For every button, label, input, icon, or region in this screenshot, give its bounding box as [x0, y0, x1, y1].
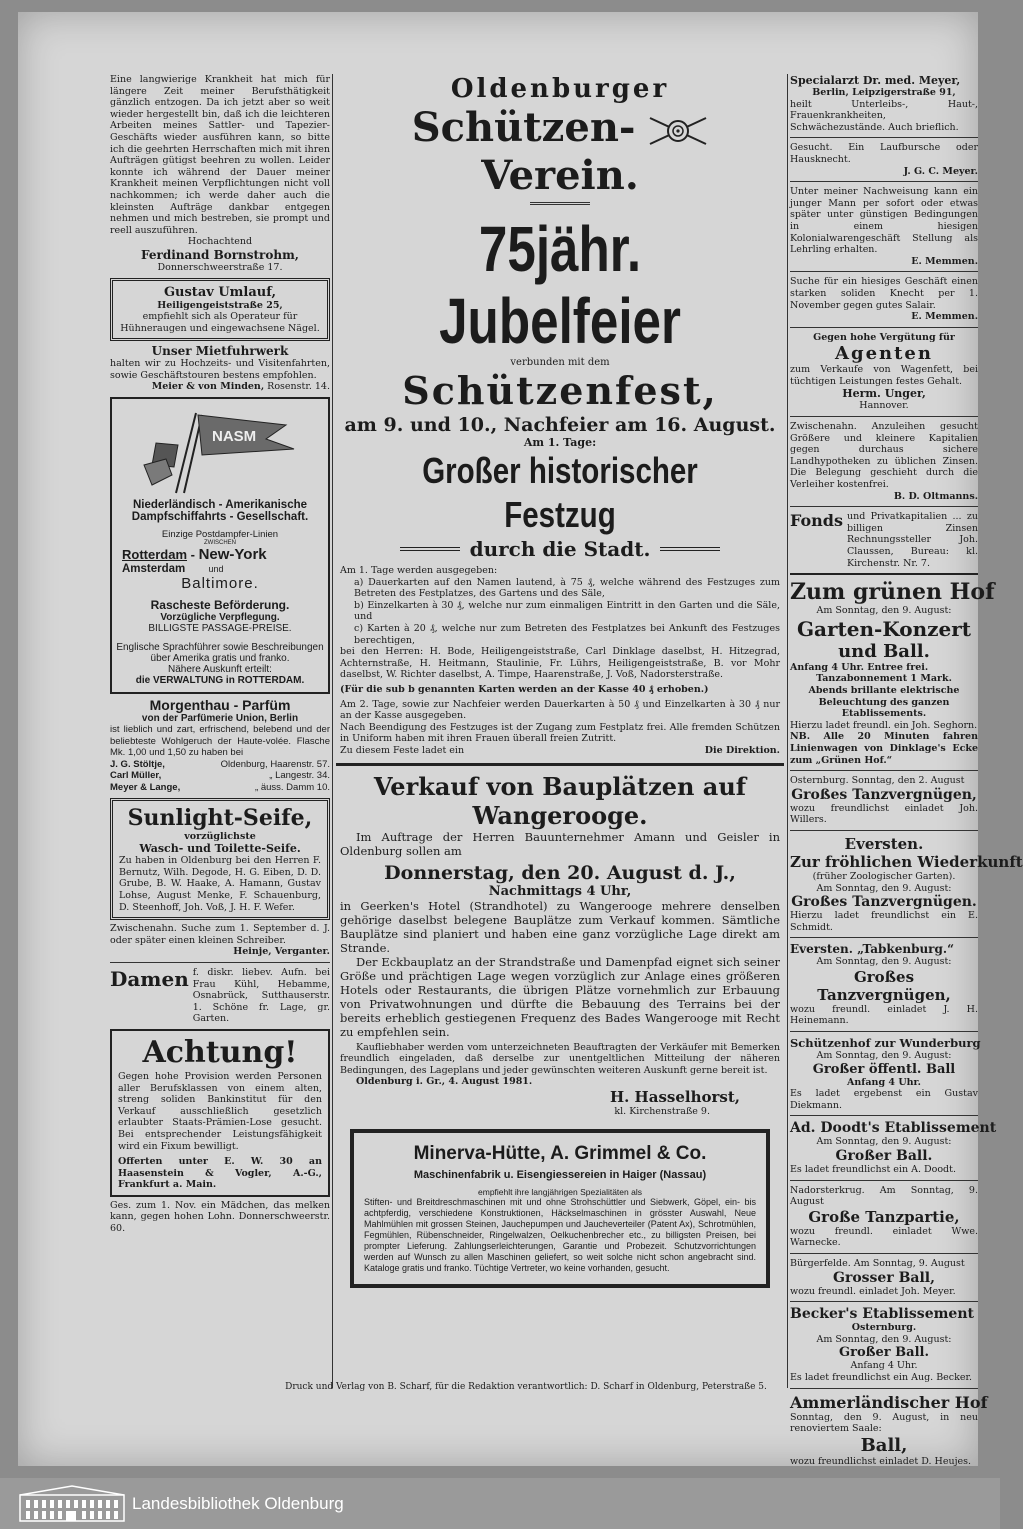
ad-date: Am Sonntag, den 9. August:	[816, 882, 952, 894]
ad-event: Großer öffentl. Ball	[812, 1061, 956, 1077]
ticket-vendors: bei den Herren: H. Bode, Heiligengeiststraße, Carl Dinklage daselbst, H. Hitzegrad, Achternstraße, H. Heitmann, Staulinie, Fr. Lührs, Heiligengeiststraße, B. vor Mohr daselbst, W. Richter daselbst, A. Timpe, Haarenstraße, J. Voß, Nadorsterstraße.	[340, 646, 780, 681]
route-from: Rotterdam	[122, 547, 188, 563]
ad-nadorsterkrug	[790, 1185, 978, 1249]
ad-signature: E. Memmen.	[911, 255, 978, 267]
after-info: Nach Beendigung des Festzuges ist der Zugang zum Festplatz frei. Alle fremden Schützen in Uniform haben mit ihren Frauen überall freien Zutritt.	[340, 721, 780, 745]
ad-sub: vorzüglichste	[184, 830, 256, 842]
column-rule	[787, 74, 788, 1388]
ad-text: Ges. zum 1. Nov. ein Mädchen, das melken kann, gegen hohen Lohn. Donnerschweerstr. 60.	[110, 1199, 330, 1235]
route-and: und	[208, 564, 224, 575]
ad-invite: Hierzu ladet freundl. ein Joh. Seghorn.	[790, 719, 978, 731]
library-building-icon	[18, 1485, 126, 1523]
ad-text: Bürgerfelde. Am Sonntag, 9. August	[790, 1258, 965, 1269]
ad-gesucht	[790, 142, 978, 177]
flag-illustration	[116, 405, 322, 495]
ad-achtung	[110, 1029, 330, 1197]
ad-text: Eine langwierige Krankheit hat mich für längere Zeit meiner Berufsthätigkeit gänzlich entzogen. Da ich jetzt aber so weit wieder hergestellt bin, daß ich die leichteren Arbeiten meines Sattler- und Tapezier-Geschäfts wieder ausführen kann, so bitte ich die geehrten Herrschaften mich mit ihren Aufträgen gütigst beehren zu wollen. Leider konnte ich während der Dauer meiner Krankheit meinen Verpflichtungen nicht voll nachkommen; ich werde daher auch die kleinsten Aufträge dankbar entgegen nehmen und mich bestreben, sie prompt und reell auszuführen.	[110, 74, 330, 236]
ad-address: Rosenstr. 14.	[267, 381, 330, 393]
ad-title: Ad. Doodt's Etablissement	[790, 1120, 997, 1137]
ad-text: Sonntag, den 9. August, in neu renoviertem Saale:	[790, 1411, 978, 1435]
verein-line2a: Schützen-	[411, 104, 636, 151]
ad-signature: Heinje, Verganter.	[233, 946, 330, 958]
jubelfeier-headline: 75jähr. Jubelfeier	[439, 213, 681, 357]
ad-title: Wangerooge.	[472, 800, 648, 830]
seller-row	[110, 770, 330, 782]
ad-sub: (früher Zoologischer Garten).	[812, 870, 956, 882]
ad-invite: Es ladet ergebenst ein Gustav Diekmann.	[790, 1088, 978, 1111]
ad-text: zum Verkaufe von Wagenfett, bei tüchtigen Leistungen festes Gehalt.	[790, 364, 978, 387]
ad-line: die VERWALTUNG in ROTTERDAM.	[135, 675, 305, 687]
ad-text: Der Eckbauplatz an der Strandstraße und Damenpfad eignet sich seiner Größe und prächtigen Lage wegen vorzüglich zur Anlage eines größeren Hotels oder Restaurants, die übrigen Plätze vornehmlich zur Erbauung von Privatwohnungen und dürfte die Bebauung des Terrains bei der bereits erheblich gestiegenen Frequenz des Bades Wangerooge mit Recht zu empfehlen sein.	[340, 954, 780, 1039]
flag-label: NASM	[212, 428, 257, 446]
ad-invite: wozu freundl. einladet Wwe. Warnecke.	[790, 1225, 978, 1249]
ad-city: Hannover.	[859, 400, 909, 412]
ad-nasm: NASM Niederländisch - Amerikanische Dampfschiffahrts - Gesellschaft. Einzige Postdampfer-Linien ZWISCHEN Rotterdam - New-York Amsterdam und Baltimore. Rascheste Beförderung. Vorzügliche Verpflegung. BILLIGSTE PASSAGE-PREISE. Englische Sprachführer sowie Beschreibungen über Amerika gratis und franko. Nähere Auskunft erteilt: die VERWALTUNG in ROTTERDAM.	[110, 397, 330, 694]
festzug-title: Großer historischer Festzug	[422, 450, 698, 535]
ad-signature: B. D. Oltmanns.	[893, 490, 978, 502]
ad-sunlight	[110, 798, 330, 921]
tickets-intro: Am 1. Tage werden ausgegeben:	[340, 565, 498, 576]
ad-title: Agenten	[835, 343, 933, 365]
ad-offers: Offerten unter E. W. 30 an Haasenstein & Vogler, A.-G., Frankfurt a. Main.	[118, 1156, 322, 1191]
ad-signature: Meier & von Minden,	[151, 381, 265, 393]
ad-text: halten wir zu Hochzeits- und Visitenfahrten, sowie Geschäftstouren bestens empfohlen.	[110, 358, 330, 381]
ad-date: Am Sonntag, den 9. August:	[816, 1050, 952, 1062]
ad-line: BILLIGSTE PASSAGE-PREISE.	[148, 623, 292, 635]
ad-title: Gustav Umlauf,	[163, 284, 277, 300]
ad-title: Achtung!	[142, 1034, 298, 1070]
ad-text: empfiehlt sich als Operateur für Hühneraugen und eingewachsene Nägel.	[120, 311, 320, 334]
ad-closing: Hochachtend	[187, 236, 253, 248]
ad-title: Zum grünen Hof	[790, 579, 995, 606]
ad-knecht	[790, 276, 978, 322]
ad-invite: wozu freundlichst einladet Joh. Willers.	[790, 802, 978, 826]
ad-title: Becker's Etablissement	[790, 1306, 974, 1323]
ad-meyer	[790, 74, 978, 133]
ad-event: Großes Tanzvergnügen,	[791, 786, 977, 803]
ad-lehrling	[790, 186, 978, 267]
ad-event: und Ball.	[838, 640, 930, 662]
ad-sub: von der Parfümerie Union, Berlin	[141, 713, 299, 725]
library-name: Landesbibliothek Oldenburg	[132, 1494, 344, 1513]
seller-row	[110, 759, 330, 771]
ad-eversten-wiederkunft	[790, 834, 1023, 933]
ad-umlauf	[110, 278, 330, 342]
ad-title: Morgenthau - Parfüm	[149, 697, 291, 714]
ad-sub: Zur fröhlichen Wiederkunft	[790, 852, 1023, 871]
ad-line: Anfang 4 Uhr. Entree frei.	[790, 661, 929, 673]
ad-date: Am Sonntag, den 9. August:	[816, 956, 952, 968]
ad-text: Zu haben in Oldenburg bei den Herren F. Bernutz, Wilh. Degode, H. G. Eiben, D. D. Grube, B. W. Haake, A. Hamann, Gustav Lohse, August Menke, F. Schauenburg, D. Steenhoff, Joh. Voß, J. H. F. Wefer.	[119, 855, 321, 913]
seller-name: Carl Müller,	[110, 770, 162, 782]
ad-sub: Wasch- und Toilette-Seife.	[139, 842, 301, 856]
ad-event: Großer Ball.	[835, 1148, 933, 1165]
ad-address: Donnerschweerstraße 17.	[157, 261, 283, 273]
schuetzenfest-title: Schützenfest,	[402, 368, 718, 413]
ad-date: Am Sonntag, den 9. August:	[816, 1333, 952, 1345]
ad-becker	[790, 1306, 978, 1383]
ad-invite: wozu freundlichst einladet D. Heujes.	[790, 1455, 972, 1467]
signature: Die Direktion.	[704, 744, 780, 756]
verein-line1: Oldenburger	[450, 74, 670, 104]
seller-place: „ Langestr. 34.	[269, 770, 330, 782]
ad-bornstrohm	[110, 74, 330, 274]
ad-text: Zwischenahn. Suche zum 1. September d. J. oder später einen kleinen Schreiber.	[110, 923, 330, 946]
ad-address: Berlin, Leipzigerstraße 91,	[812, 87, 956, 98]
ad-line: Rascheste Beförderung.	[150, 598, 290, 613]
ad-line: Anfang 4 Uhr.	[850, 1360, 918, 1372]
ad-address: kl. Kirchenstraße 9.	[614, 1105, 710, 1117]
ad-signature: Herm. Unger,	[842, 387, 926, 401]
day2-info: Am 2. Tage, sowie zur Nachfeier werden Dauerkarten à 50 ₰ und Einzelkarten à 30 ₰ nur an der Kasse ausgegeben.	[340, 698, 780, 722]
auction-date: Donnerstag, den 20. August d. J.,	[384, 861, 736, 884]
ad-title: Unser Mietfuhrwerk	[151, 344, 289, 359]
ad-event: Ball,	[860, 1434, 908, 1456]
ad-title: Niederländisch - Amerikanische Dampfschiffahrts - Gesellschaft.	[131, 499, 309, 524]
ad-title: Eversten. „Tabkenburg.“	[790, 942, 954, 957]
middle-column	[336, 74, 784, 1288]
ad-ammerlaendischer-hof	[790, 1392, 988, 1468]
ad-title: Eversten.	[844, 834, 924, 853]
ad-title: Schützenhof zur Wunderburg	[790, 1036, 981, 1051]
ad-date: Am Sonntag, den 9. August:	[816, 1136, 952, 1148]
ad-title: Specialarzt Dr. med. Meyer,	[790, 74, 961, 87]
ticket-c: c) Karten à 20 ₰, welche nur zum Betreten des Festplatzes bei Ankunft des Festzuges berechtigen,	[354, 622, 780, 646]
ticket-a: a) Dauerkarten auf den Namen lautend, à 75 ₰, welche während des Festzuges zum Betreten des Festplatzes, des Gartens und des Säle,	[354, 576, 780, 600]
fest-dates: am 9. und 10., Nachfeier am 16. August.	[344, 414, 776, 436]
ad-signature: Ferdinand Bornstrohm,	[141, 247, 299, 262]
seller-row	[110, 782, 330, 794]
ad-agenten	[790, 332, 978, 412]
ad-title: Ammerländischer Hof	[790, 1392, 988, 1412]
route-to: New-York	[198, 546, 267, 564]
ad-mietfuhrwerk	[110, 344, 330, 393]
ad-morgenthau	[110, 697, 330, 794]
seller-name: Meyer & Lange,	[110, 782, 181, 794]
ticket-note: (Für die sub b genannten Karten werden an der Kasse 40 ₰ erhoben.)	[340, 683, 709, 695]
connector: verbunden mit dem	[510, 357, 610, 368]
ad-maedchen	[110, 1200, 330, 1235]
ad-line: Abends brillante elektrische Beleuchtung des ganzen Etablissements.	[808, 684, 960, 720]
ad-text: Im Auftrage der Herren Bauunternehmer Amann und Geisler in Oldenburg sollen am	[340, 829, 780, 858]
ad-invite: Es ladet freundlichst ein Aug. Becker.	[790, 1371, 973, 1383]
auction-time: Nachmittags 4 Uhr,	[488, 883, 632, 899]
ad-gruener-hof	[790, 579, 995, 766]
seller-place: „ äuss. Damm 10.	[255, 782, 330, 794]
ad-sub: Maschinenfabrik u. Eisengiessereien in Haiger (Nassau)	[413, 1169, 707, 1182]
ad-invite: wozu freundl. einladet Joh. Meyer.	[790, 1285, 956, 1297]
ticket-b: b) Einzelkarten à 30 ₰, welche nur zum einmaligen Eintritt in den Garten und die Säle, und	[354, 599, 780, 623]
ad-line: Vorzügliche Verpflegung.	[160, 612, 280, 624]
ad-signature: E. Memmen.	[911, 311, 978, 323]
crossed-rifles-target-icon	[648, 114, 708, 148]
seller-name: J. G. Stöltje,	[110, 758, 165, 770]
ad-wunderburg	[790, 1036, 981, 1111]
newspaper-page	[18, 12, 1023, 1467]
ad-zwischenahn	[110, 923, 330, 958]
ad-line: ZWISCHEN	[204, 540, 236, 547]
ad-text: Englische Sprachführer sowie Beschreibungen über Amerika gratis und franko.	[116, 642, 324, 665]
ad-signature: J. G. C. Meyer.	[903, 165, 978, 177]
ad-event: Großes Tanzvergnügen,	[817, 967, 951, 1004]
ad-invite: Hierzu ladet freundlichst ein E. Schmidt.	[790, 910, 978, 933]
ad-intro: empfiehlt ihre langjährigen Spezialitäten als	[478, 1187, 642, 1198]
ad-event: Grosser Ball,	[832, 1269, 935, 1286]
ad-invite: wozu freundl. einladet J. H. Heinemann.	[790, 1003, 978, 1027]
ad-text: Unter meiner Nachweisung kann ein junger Mann per sofort oder etwas später unter günstigen Bedingungen in einem hiesigen Kolonialwarengeschäft Stellung als Lehrling erhalten.	[790, 186, 978, 256]
ad-buergerfelde	[790, 1258, 978, 1297]
ad-line: Nähere Auskunft erteilt:	[168, 664, 272, 676]
ad-signature: H. Hasselhorst,	[609, 1087, 740, 1106]
ad-title: Sunlight-Seife,	[127, 804, 313, 831]
ad-line: Gegen hohe Vergütung für	[813, 331, 955, 343]
ad-doodt	[790, 1120, 997, 1176]
ad-text: Kaufliebhaber werden vom unterzeichneten Beauftragten der Verkäufer mit Bemerken freundlich eingeladen, daß derselbe zur unentgeltlichen Mitteilung der näheren Bedingungen, des Lageplans und jeder gewünschten weiteren Auskunft gerne bereit ist.	[340, 1041, 780, 1076]
ad-text: Stiften- und Breitdreschmaschinen mit und ohne Strohschüttler und Siebwerk, Göpel, ein- bis achtpferdig, verschiedene Konstruktionen, Häckselmaschinen in grösster Auswahl, Neue Mahlmühlen mit grossen Steinen, Jauchepumpen und Jaucheverteiler (Patent Ax), Schrotmühlen, Fegmühlen, Rübenschneider, Ringelwalzen, Oelkuchenbrecher etc., zu billigsten Preisen, bei prompter Lieferung. Zahlungserleichterungen, Garantie und Probezeit. Schutzvorrichtungen werden auf Wunsch zu allen Maschinen geliefert, so weit solche nicht schon angebracht sind. Kataloge gratis und franko. Tüchtige Vertreter, wo keine vorhanden, gesucht.	[364, 1197, 756, 1274]
ad-line: Einzige Postdampfer-Linien	[161, 529, 279, 541]
ad-text: f. diskr. liebev. Aufn. bei Frau Kühl, Hebamme, Osnabrück, Sutthauserstr. 1. Schöne fr. Lage, gr. Garten.	[192, 966, 330, 1025]
ad-line: Anfang 4 Uhr.	[847, 1076, 921, 1088]
seller-list	[110, 759, 330, 794]
ad-text: heilt Unterleibs-, Haut-, Frauenkrankheiten, Schwächezustände. Auch brieflich.	[790, 98, 978, 133]
ad-osternburg	[790, 775, 978, 826]
ad-address: Heiligengeiststraße 25,	[157, 299, 283, 311]
verein-line2b: Verein.	[481, 152, 639, 199]
ad-invite: Es ladet freundlichst ein A. Doodt.	[790, 1164, 956, 1176]
invite: Zu diesem Feste ladet ein	[340, 744, 465, 756]
ad-title: Damen	[110, 966, 189, 991]
column-rule	[332, 74, 333, 1388]
ad-tabkenburg	[790, 942, 978, 1027]
ad-event: Großes Tanzvergnügen.	[791, 894, 977, 911]
ad-text: Zwischenahn. Anzuleihen gesucht Größere und kleinere Kapitalien gegen durchaus sichere Landhypotheken zu üblichen Zinsen. Die Belegung geschieht durch die Verleiher kostenfrei.	[790, 421, 978, 491]
ad-text: Gegen hohe Provision werden Personen aller Berufsklassen von einem alten, streng soliden Bankinstitut für den Verkauf ausschließlich gesetzlich erlaubter Staats-Prämien-Lose gesucht. Bei entsprechender Leistungsfähigkeit wird ein Fixum bewilligt.	[118, 1070, 322, 1152]
ad-line: Tanzabonnement 1 Mark.	[816, 673, 952, 685]
ad-text: in Geerken's Hotel (Strandhotel) zu Wangerooge mehrere denselben gehörige daselbst belegene Bauplätze zum Verkauf kommen. Sämtliche Bauplätze sind planiert und haben eine ganz vorzügliche Lage direkt am Strande.	[340, 898, 780, 955]
ad-text: und Privatkapitalien ... zu billigen Zinsen Rechnungssteller Joh. Claussen, Bureau: kl. Kirchenstr. Nr. 7.	[846, 511, 978, 569]
ad-text: Osternburg. Sonntag, den 2. August	[790, 775, 965, 787]
ad-place: Oldenburg i. Gr., 4. August 1981.	[356, 1076, 533, 1088]
right-column	[790, 74, 1023, 1470]
day1-label: Am 1. Tage:	[523, 436, 597, 449]
durch-die-stadt: durch die Stadt.	[469, 537, 651, 561]
imprint-line: Druck und Verlag von B. Scharf, für die Redaktion verantwortlich: D. Scharf in Oldenburg, Peterstraße 5.	[285, 1382, 767, 1392]
ad-event: Großer Ball.	[839, 1345, 929, 1361]
route-to: Baltimore.	[181, 575, 259, 593]
left-column	[110, 74, 330, 1238]
ad-text: Nadorsterkrug. Am Sonntag, 9. August	[790, 1184, 978, 1208]
ad-title: Fonds	[790, 511, 843, 531]
ad-damen	[110, 967, 330, 1025]
ad-fonds	[790, 511, 978, 569]
ad-text: ist lieblich und zart, erfrischend, belebend und der beliebteste Wohlgeruch der Haute-volée. Flasche Mk. 1,00 und 1,50 zu haben bei	[110, 724, 330, 759]
ad-title: Minerva-Hütte, A. Grimmel & Co.	[413, 1143, 707, 1165]
route-from: Amsterdam	[122, 563, 186, 576]
ad-place: Osternburg.	[851, 1322, 917, 1334]
ad-event: Große Tanzpartie,	[808, 1207, 960, 1226]
ad-title: Verkauf von Bauplätzen auf	[373, 771, 747, 801]
ad-text: Suche für ein hiesiges Geschäft einen starken soliden Knecht per 1. November gegen gutes Salair.	[790, 276, 978, 311]
ad-text: Gesucht. Ein Laufbursche oder Hausknecht.	[790, 142, 978, 165]
ad-note: NB. Alle 20 Minuten fahren Linienwagen von Dinklage's Ecke zum „Grünen Hof.“	[790, 731, 978, 766]
ad-event: Garten-Konzert	[796, 616, 972, 641]
ad-date: Am Sonntag, den 9. August:	[816, 605, 952, 617]
ad-bauplaetze	[336, 772, 784, 1118]
ad-schuetzenverein	[336, 74, 784, 757]
seller-place: Oldenburg, Haarenstr. 57.	[220, 758, 330, 770]
ad-anzuleihen	[790, 421, 978, 502]
ad-minerva	[350, 1129, 770, 1288]
